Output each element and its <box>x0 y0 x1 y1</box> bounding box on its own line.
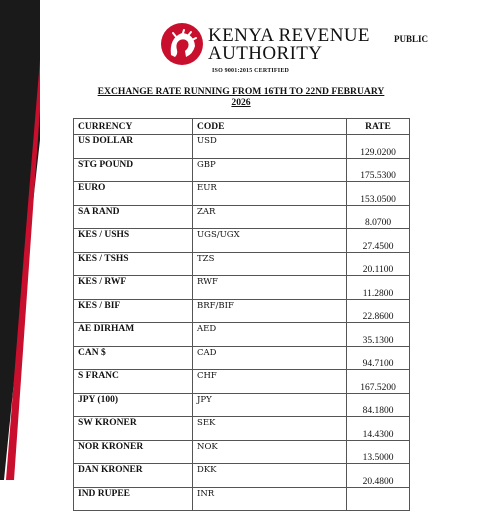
currency-cell: KES / RWF <box>74 276 193 300</box>
rate-cell: 129.0200 <box>347 135 410 159</box>
rate-cell: 20.1100 <box>347 252 410 276</box>
title-line2: 2026 <box>231 97 251 108</box>
currency-cell: CAN $ <box>74 346 193 370</box>
rate-cell: 175.5300 <box>347 158 410 182</box>
org-name-line1: KENYA REVENUE <box>208 25 370 46</box>
classification-label: PUBLIC <box>394 34 429 44</box>
currency-cell: KES / TSHS <box>74 252 193 276</box>
currency-cell: SA RAND <box>74 205 193 229</box>
rate-cell <box>347 487 410 511</box>
table-body <box>74 135 410 511</box>
title-line1: EXCHANGE RATE RUNNING FROM 16TH TO 22ND FEBRUARY <box>97 86 385 97</box>
code-cell: AED <box>193 323 347 347</box>
currency-cell: KES / USHS <box>74 229 193 253</box>
table-row <box>74 417 410 441</box>
exchange-rate-table <box>73 118 410 511</box>
rate-cell: 153.0500 <box>347 182 410 206</box>
table-row <box>74 182 410 206</box>
rate-cell: 22.8600 <box>347 299 410 323</box>
code-cell: GBP <box>193 158 347 182</box>
iso-certification: ISO 9001:2015 CERTIFIED <box>212 68 290 74</box>
rate-cell: 167.5200 <box>347 370 410 394</box>
table-row <box>74 393 410 417</box>
code-cell: CAD <box>193 346 347 370</box>
column-header-rate: RATE <box>347 119 410 135</box>
code-cell: TZS <box>193 252 347 276</box>
table-row <box>74 135 410 159</box>
table-row <box>74 323 410 347</box>
table-row <box>74 276 410 300</box>
column-header-currency: CURRENCY <box>74 119 193 135</box>
rate-cell: 94.7100 <box>347 346 410 370</box>
table-row <box>74 205 410 229</box>
rate-cell: 20.4800 <box>347 464 410 488</box>
rate-cell: 27.4500 <box>347 229 410 253</box>
org-name-line2: AUTHORITY <box>208 43 323 64</box>
table-row <box>74 229 410 253</box>
code-cell: NOK <box>193 440 347 464</box>
table-row <box>74 487 410 511</box>
table-row <box>74 158 410 182</box>
table-row <box>74 299 410 323</box>
currency-cell: EURO <box>74 182 193 206</box>
table-row <box>74 370 410 394</box>
currency-cell: US DOLLAR <box>74 135 193 159</box>
code-cell: RWF <box>193 276 347 300</box>
code-cell: DKK <box>193 464 347 488</box>
code-cell: UGS/UGX <box>193 229 347 253</box>
rate-cell: 84.1800 <box>347 393 410 417</box>
rate-cell: 14.4300 <box>347 417 410 441</box>
currency-cell: S FRANC <box>74 370 193 394</box>
currency-cell: SW KRONER <box>74 417 193 441</box>
code-cell: USD <box>193 135 347 159</box>
rate-cell: 11.2800 <box>347 276 410 300</box>
code-cell: EUR <box>193 182 347 206</box>
currency-cell: NOR KRONER <box>74 440 193 464</box>
currency-cell: KES / BIF <box>74 299 193 323</box>
lion-emblem-icon <box>160 22 204 66</box>
table-header-row <box>74 119 410 135</box>
rate-cell: 35.1300 <box>347 323 410 347</box>
code-cell: JPY <box>193 393 347 417</box>
table-row <box>74 252 410 276</box>
currency-cell: STG POUND <box>74 158 193 182</box>
code-cell: INR <box>193 487 347 511</box>
column-header-code: CODE <box>193 119 347 135</box>
currency-cell: AE DIRHAM <box>74 323 193 347</box>
table-row <box>74 464 410 488</box>
currency-cell: JPY (100) <box>74 393 193 417</box>
table-row <box>74 346 410 370</box>
rate-cell: 13.5000 <box>347 440 410 464</box>
decorative-side-stripe <box>0 0 40 480</box>
code-cell: BRF/BIF <box>193 299 347 323</box>
code-cell: SEK <box>193 417 347 441</box>
currency-cell: DAN KRONER <box>74 464 193 488</box>
document-title <box>76 86 406 108</box>
currency-cell: IND RUPEE <box>74 487 193 511</box>
table-row <box>74 440 410 464</box>
code-cell: CHF <box>193 370 347 394</box>
code-cell: ZAR <box>193 205 347 229</box>
rate-cell: 8.0700 <box>347 205 410 229</box>
